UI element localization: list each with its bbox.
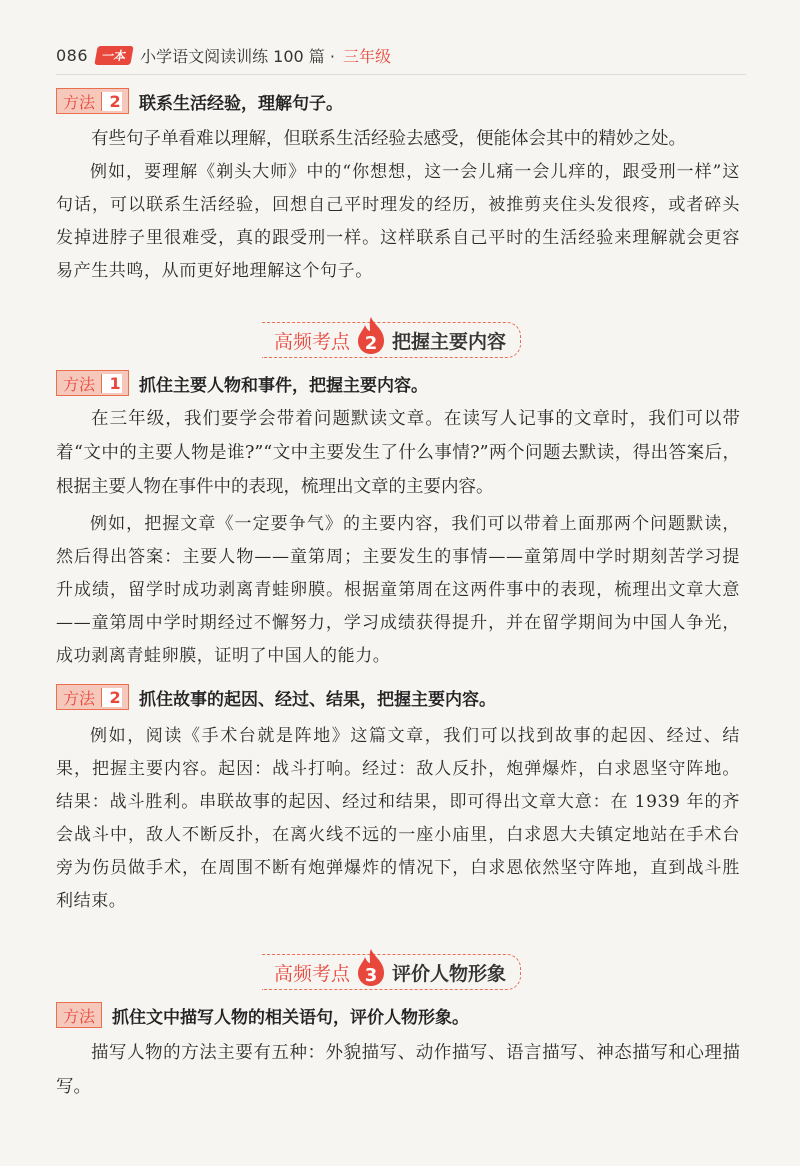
method-heading: [56, 1002, 469, 1028]
paragraph: 例如，要理解《剃头大师》中的“你想想，这一会儿痛一会儿痒的，跟受刑一样”这句话，可以联系生活经验，回想自己平时理发的经历，被推剪夹住头发很疼，或者碎头发掉进脖子里很难受，真的跟受刑一样。这样联系自己平时的生活经验来理解就会更容易产生共鸣，从而更好地理解这个句子。: [56, 162, 740, 281]
paragraph: 有些句子单看难以理解，但联系生活经验去感受，便能体会其中的精妙之处。: [91, 129, 686, 149]
method-heading: [56, 370, 428, 396]
flame-icon: [354, 947, 388, 987]
banner-label: 高频考点: [274, 962, 351, 985]
banner-title: 把握主要内容: [392, 330, 507, 353]
method-title: 抓住故事的起因、经过、结果，把握主要内容。: [139, 689, 497, 710]
section-banner: [262, 954, 521, 990]
method-tag: [56, 684, 129, 710]
header-divider: [56, 74, 746, 75]
paragraph: 在三年级，我们要学会带着问题默读文章。在读写人记事的文章时，我们可以带着“文中的主要人物是谁?”“文中主要发生了什么事情?”两个问题去默读，得出答案后，根据主要人物在事件中的表现，梳理出文章的主要内容。: [56, 409, 740, 497]
paragraph: 例如，阅读《手术台就是阵地》这篇文章，我们可以找到故事的起因、经过、结果，把握主要内容。起因：战斗打响。经过：敌人反扑，炮弹爆炸，白求恩坚守阵地。结果：战斗胜利。串联故事的起因、经过和结果，即可得出文章大意：在 1939 年的齐会战斗中，敌人不断反扑，在离火线不远的一座小庙里，白求恩大夫镇定地站在手术台旁为伤员做手术，在周围不断有炮弹爆炸的情况下，白求恩依然坚守阵地，直到战斗胜利结束。: [56, 726, 740, 911]
method-tag-label: 方法: [63, 92, 96, 112]
book-title: 小学语文阅读训练 100 篇 ·: [140, 46, 335, 66]
method-tag-label: 方法: [63, 374, 96, 394]
banner-title: 评价人物形象: [392, 962, 507, 985]
method-title: 抓住文中描写人物的相关语句，评价人物形象。: [112, 1007, 470, 1028]
method-title: 抓住主要人物和事件，把握主要内容。: [139, 375, 429, 396]
paragraph: 描写人物的方法主要有五种：外貌描写、动作描写、语言描写、神态描写和心理描写。: [56, 1043, 740, 1097]
page-number: 086: [56, 45, 89, 65]
method-tag: [56, 88, 129, 114]
method-heading: [56, 684, 496, 710]
method-tag-number: 1: [101, 374, 122, 393]
page-header: [56, 42, 391, 68]
banner-number: 3: [364, 965, 378, 986]
banner-number: 2: [364, 333, 378, 354]
flame-icon: [354, 315, 388, 355]
paragraph: 例如，把握文章《一定要争气》的主要内容，我们可以带着上面那两个问题默读，然后得出答案：主要人物——童第周；主要发生的事情——童第周中学时期刻苦学习提升成绩，留学时成功剥离青蛙卵膜。根据童第周在这两件事中的表现，梳理出文章大意——童第周中学时期经过不懈努力，学习成绩获得提升，并在留学期间为中国人争光，成功剥离青蛙卵膜，证明了中国人的能力。: [56, 514, 740, 666]
book-grade: 三年级: [342, 46, 391, 66]
method-tag-label: 方法: [63, 1006, 96, 1026]
method-tag: [56, 1002, 102, 1028]
method-tag-number: 2: [101, 92, 122, 111]
method-heading: [56, 88, 343, 114]
method-title: 联系生活经验，理解句子。: [139, 93, 344, 114]
method-tag-label: 方法: [63, 688, 96, 708]
method-tag: [56, 370, 129, 396]
brand-logo: 一本: [94, 46, 133, 65]
method-tag-number: 2: [101, 688, 122, 707]
section-banner: [262, 322, 521, 358]
banner-label: 高频考点: [274, 330, 351, 353]
